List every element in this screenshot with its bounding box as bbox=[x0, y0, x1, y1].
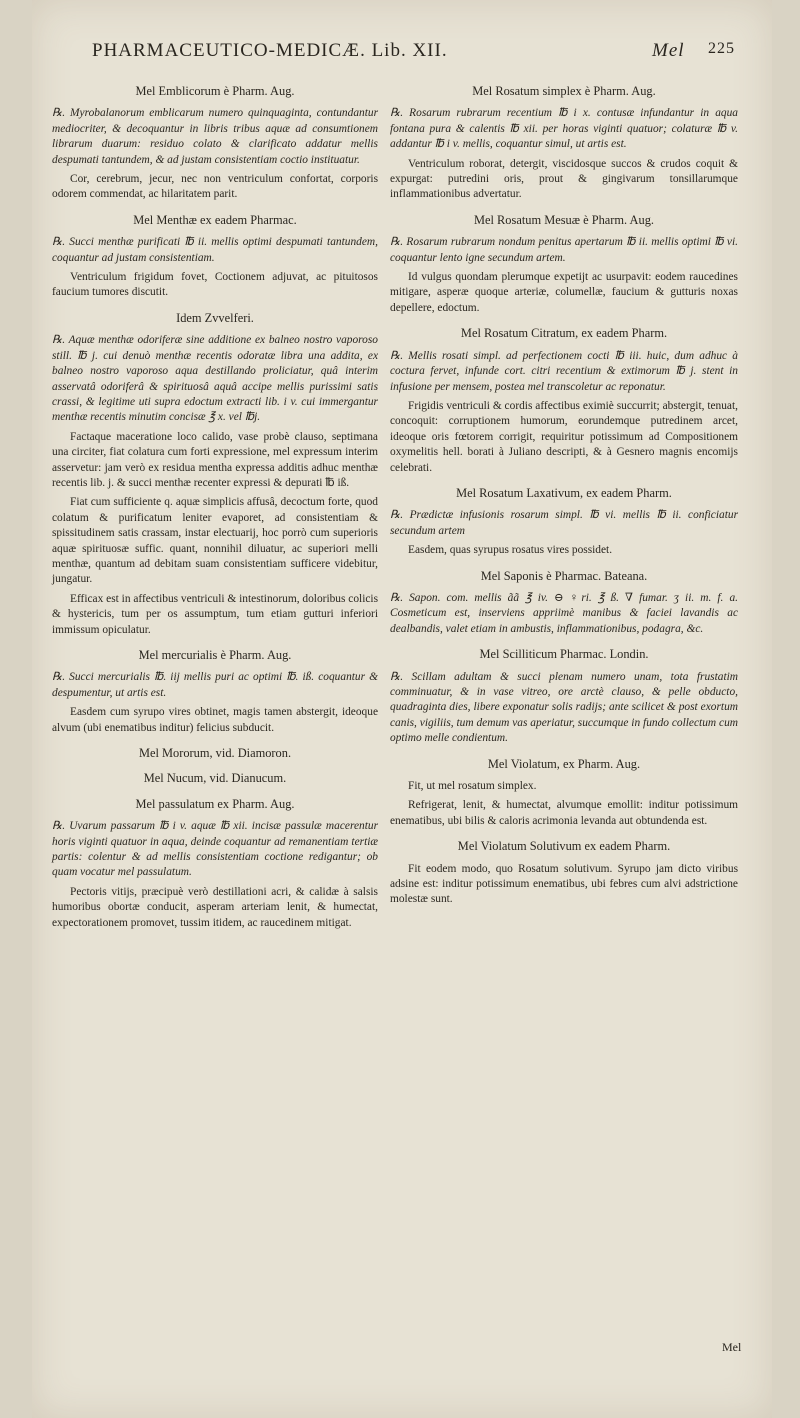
body-paragraph: Efficax est in affectibus ventriculi & intestinorum, doloribus colicis & hystericis, tum per os assumptum, tum etiam gutturi inferiori immissum opiculatur. bbox=[52, 592, 379, 636]
recipe-text: ℞. Mellis rosati simpl. ad perfectionem cocti ℔ iii. huic, dum adhuc à coctura fervet, infunde cort. citri recentium & extimorum ℔ j. stent in infusione per mensem, postea mel transcoletur ac reponatur. bbox=[390, 349, 738, 393]
section-heading: Mel Menthæ ex eadem Pharmac. bbox=[133, 212, 297, 227]
recipe-text: ℞. Succi mercurialis ℔. iij mellis puri ac optimi ℔. iß. coquantur & despumentur, ut artis est. bbox=[52, 671, 378, 699]
section-heading: Mel passulatum ex Pharm. Aug. bbox=[135, 796, 295, 811]
body-paragraph: Fit eodem modo, quo Rosatum solutivum. Syrupo jam dicto viribus adsine est: inditur potissimum enematibus, ubi febres cum alvi adstrictione molestæ sunt. bbox=[390, 862, 738, 906]
body-paragraph: Fit, ut mel rosatum simplex. bbox=[408, 780, 537, 793]
section-heading: Mel Rosatum Laxativum, ex eadem Pharm. bbox=[456, 485, 672, 500]
running-title: PHARMACEUTICO-MEDICÆ. Lib. XII. bbox=[92, 40, 448, 61]
section-heading: Mel Saponis è Pharmac. Bateana. bbox=[480, 568, 648, 583]
section-heading: Mel Violatum, ex Pharm. Aug. bbox=[487, 756, 641, 771]
recipe-text: ℞. Prædictæ infusionis rosarum simpl. ℔ vi. mellis ℔ ii. conficiatur secundum artem bbox=[390, 509, 738, 537]
recipe-text: ℞. Aquæ menthæ odoriferæ sine additione ex balneo nostro vaporoso still. ℔ j. cui denuò menthæ recentis odoratæ libra una addita, ex balneo nostro vaporoso aqua destillando proliciatur, quâ interim asservatâ odoriferâ & spirituosâ aquâ accipe mellis purissimi satis crassi, & legitime uti supra edoctum extracti lib. i v. cui immergantur menthæ recentis minutim concisæ ℥ x. vel ℔j. bbox=[52, 334, 378, 424]
page-number: 225 bbox=[708, 40, 735, 57]
body-paragraph: Ventriculum roborat, detergit, viscidosque succos & crudos coquit & expurgat: putredini oris, prout & gingivarum tonsillarumque inflammationibus advertatur. bbox=[390, 157, 738, 201]
section-heading: Mel Mororum, vid. Diamoron. bbox=[138, 746, 292, 761]
body-paragraph: Pectoris vitijs, præcipuè verò destillationi acri, & calidæ à salsis humoribus obortæ conducit, asperam arteriam lenit, & humectat, expectorationem promovet, tussim itidem, ac raucedinem mitigat. bbox=[52, 885, 378, 929]
section-heading: Mel Rosatum Citratum, ex eadem Pharm. bbox=[460, 326, 668, 341]
running-header bbox=[92, 40, 752, 68]
section-heading: Mel Emblicorum è Pharm. Aug. bbox=[135, 84, 295, 98]
section-heading: Mel Scilliticum Pharmac. Londin. bbox=[479, 647, 649, 662]
body-paragraph: Refrigerat, lenit, & humectat, alvumque emollit: inditur potissimum enematibus, ubi bilis & caloris acrimonia levanda aut obtundenda est. bbox=[390, 799, 738, 827]
recipe-text: ℞. Rosarum rubrarum nondum penitus apertarum ℔ ii. mellis optimi ℔ vi. coquantur lento igne secundum artem. bbox=[390, 236, 738, 264]
section-heading: Mel Nucum, vid. Dianucum. bbox=[143, 771, 287, 786]
body-paragraph: Fiat cum sufficiente q. aquæ simplicis affusâ, decoctum forte, quod colatum & purificatum leniter evaporet, ad consistentiam & spissitudinem satis crassam, instar electuarij, hoc porrò cum superioris aquæ spirituosæ suffic. quant, nonnihil diluatur, ac superiori melli menthæ, quantum ad debitam suam consistentiam sufficere videbitur, jungatur. bbox=[52, 496, 378, 586]
catchword: Mel bbox=[722, 1340, 742, 1354]
section-heading: Idem Zvvelferi. bbox=[176, 310, 254, 325]
recipe-text: ℞. Succi menthæ purificati ℔ ii. mellis optimi despumati tantundem, coquantur ad justam consistentiam. bbox=[52, 236, 378, 264]
right-column bbox=[390, 74, 738, 912]
recipe-text: ℞. Rosarum rubrarum recentium ℔ i x. contusæ infundantur in aqua fontana pura & calentis ℔ xii. per horas viginti quatuor; colaturæ ℔ v. addantur ℔ i v. mellis, coquantur simul, ut artis est. bbox=[390, 107, 738, 151]
recipe-text: ℞. Myrobalanorum emblicarum numero quinquaginta, contundantur mediocriter, & decoquantur in libris tribus aquæ ad consumtionem librarum duarum: residuo colato & clarificato addatur mellis despumati tantundem, & ad justam consistentiam coctio instituatur. bbox=[52, 107, 378, 166]
section-heading: Mel Violatum Solutivum ex eadem Pharm. bbox=[457, 839, 671, 854]
body-paragraph: Factaque maceratione loco calido, vase probè clauso, septimana una circiter, fiat colatura cum forti expressione, mel expressum interim asservetur: jam verò ex residua mentha expressa additis adhuc menthæ recentis lib. j. & succi menthæ recenter expressi & depurati ℔ iß. bbox=[52, 430, 378, 489]
body-paragraph: Id vulgus quondam plerumque expetijt ac usurpavit: eodem raucedines mitigare, asperæ quoque arteriæ, columellæ, faucium & gutturis noxas depellere, edoctum. bbox=[390, 271, 738, 314]
header-word: Mel bbox=[652, 40, 685, 61]
section-heading: Mel Rosatum Mesuæ è Pharm. Aug. bbox=[473, 212, 654, 227]
body-paragraph: Ventriculum frigidum fovet, Coctionem adjuvat, ac pituitosos faucium tumores discutit. bbox=[52, 271, 378, 299]
recipe-text: ℞. Sapon. com. mellis ãã ℥ iv. ⊖ ♀ri. ℥ ß. ∇ fumar. ʒ ii. m. f. a. Cosmeticum est, inserviens appriimè manibus & faciei lavandis ac dealbandis, valet etiam in ambustis, inflammationibus, podagra, &c. bbox=[390, 591, 738, 635]
body-paragraph: Frigidis ventriculi & cordis affectibus eximiè succurrit; abstergit, tenuat, concoquit: corruptionem humorum, eorundemque putredinem arcet, ideoque oris fœtorem corrigit, requiritur potissimum ad Compositionem oxymelitis hell. borati à Juliano descripti, & à Gesnero magnis encomijs celebrati. bbox=[390, 399, 738, 474]
section-heading: Mel Rosatum simplex è Pharm. Aug. bbox=[472, 84, 656, 98]
body-paragraph: Easdem, quas syrupus rosatus vires possidet. bbox=[408, 544, 613, 557]
body-paragraph: Cor, cerebrum, jecur, nec non ventriculum confortat, corporis odorem commendat, ac hilaritatem parit. bbox=[52, 173, 378, 201]
left-column bbox=[52, 74, 378, 935]
body-paragraph: Easdem cum syrupo vires obtinet, magis tamen abstergit, ideoque alvum (ubi enematibus inditur) felicius subducit. bbox=[52, 706, 378, 734]
section-heading: Mel mercurialis è Pharm. Aug. bbox=[138, 648, 292, 662]
recipe-text: ℞. Uvarum passarum ℔ i v. aquæ ℔ xii. incisæ passulæ macerentur horis viginti quatuor in aqua, deinde coquantur ad remanentiam tertiæ partis: colentur & ad mellis consistentiam coctione redigantur; ob quam vocatur mel passulatum. bbox=[52, 820, 378, 879]
book-page bbox=[32, 0, 772, 1418]
recipe-text: ℞. Scillam adultam & succi plenam numero unam, tota frustatim comminuatur, & in vase vitreo, ore arctè clauso, & pelle obducto, quadraginta dies, libere exponatur solis radijs; ante scilicet & post exortum canis, vigiliis, tum demum vas aperiatur, succumque in fundo collectum cum optimo melle condientum. bbox=[390, 670, 738, 745]
